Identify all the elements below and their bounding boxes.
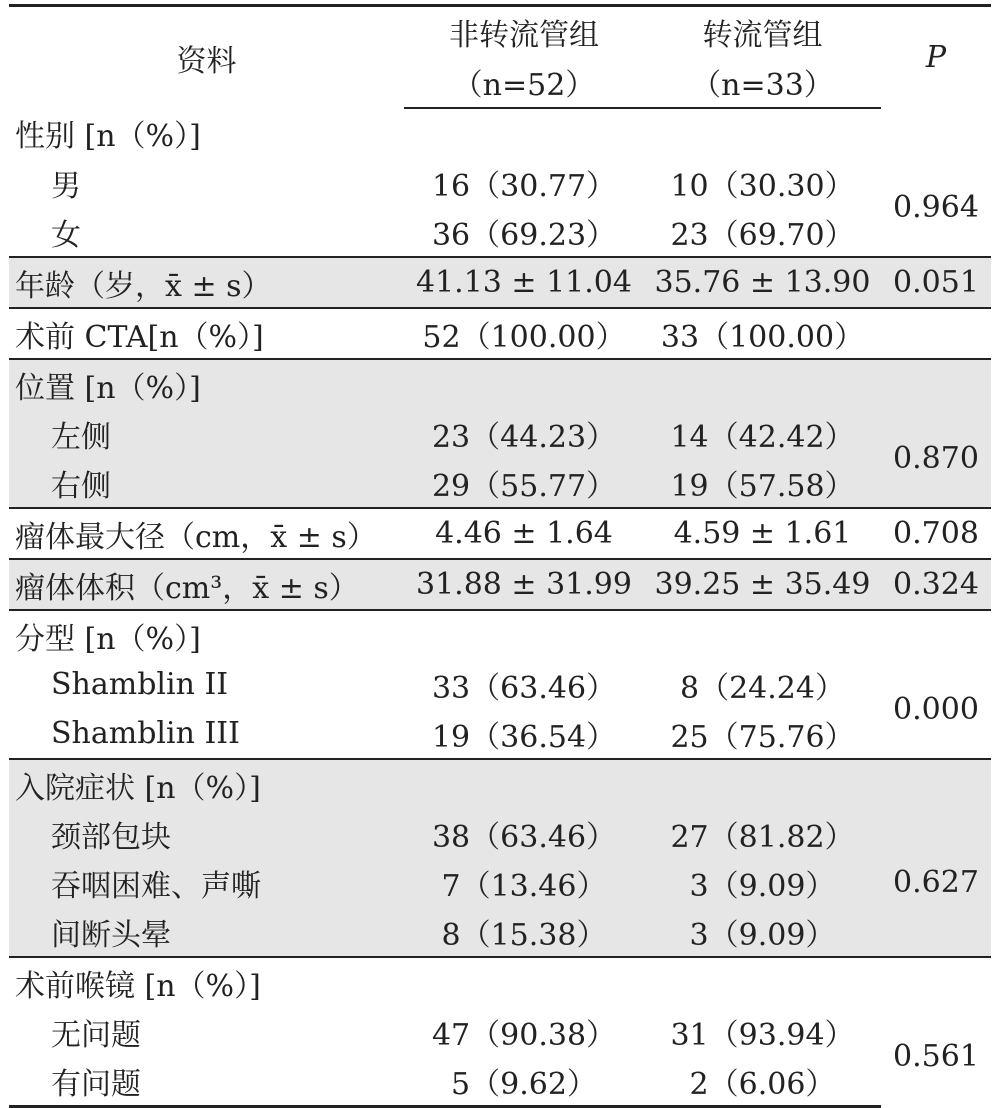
- baseline-characteristics-table: [9, 4, 991, 1108]
- non-shunt-value: [404, 610, 644, 660]
- shunt-value: 8（24.24）: [680, 670, 845, 706]
- table-row: [9, 1056, 991, 1107]
- table-row: [9, 108, 991, 158]
- group-label: 瘤体最大径（cm，x̄ ± s）: [9, 508, 404, 559]
- header-shunt-group: 转流管组: [644, 6, 881, 58]
- header-variable: 资料: [9, 6, 404, 109]
- p-value-spacer: [881, 359, 991, 409]
- header-non-shunt-group: 非转流管组: [404, 6, 644, 58]
- shunt-value: 4.59 ± 1.61: [644, 508, 881, 559]
- non-shunt-value: 52（100.00）: [404, 308, 644, 359]
- shunt-value: [644, 957, 881, 1007]
- sub-label: 有问题: [9, 1056, 404, 1107]
- table-row: [9, 809, 991, 858]
- shunt-value: [644, 610, 881, 660]
- non-shunt-value: 19（36.54）: [431, 719, 617, 755]
- sub-label: Shamblin III: [51, 716, 241, 751]
- sub-label: 吞咽困难、声嘶: [9, 858, 404, 907]
- table-row: [9, 207, 991, 257]
- table-row: [9, 409, 991, 458]
- table-row: [9, 1007, 991, 1056]
- p-value: 0.561: [881, 1007, 991, 1107]
- shunt-value: 27（81.82）: [644, 809, 881, 858]
- shunt-value: [644, 359, 881, 409]
- table-row: [9, 709, 991, 759]
- shunt-value: 33（100.00）: [644, 308, 881, 359]
- group-label: 位置 [n（%）]: [9, 359, 404, 409]
- group-label: 性别 [n（%）]: [15, 119, 201, 154]
- header-p-value: P: [881, 6, 991, 109]
- sub-label: 右侧: [9, 458, 404, 508]
- table-row: [9, 858, 991, 907]
- shunt-value: [644, 108, 881, 158]
- table-header: [9, 6, 991, 109]
- table-body: [9, 108, 991, 1107]
- shunt-value: 14（42.42）: [644, 409, 881, 458]
- header-shunt-n: （n=33）: [644, 57, 881, 108]
- sub-label: 男: [51, 168, 81, 204]
- table-row: [9, 508, 991, 559]
- p-value: 0.964: [881, 158, 991, 257]
- sub-label: 女: [51, 217, 81, 253]
- shunt-value: 35.76 ± 13.90: [644, 257, 881, 308]
- shunt-value: 39.25 ± 35.49: [644, 559, 881, 610]
- shunt-value: 3（9.09）: [644, 858, 881, 907]
- shunt-value: [644, 759, 881, 809]
- non-shunt-value: 47（90.38）: [431, 1017, 617, 1053]
- non-shunt-value: 4.46 ± 1.64: [404, 508, 644, 559]
- group-label: 瘤体体积（cm³，x̄ ± s）: [9, 559, 404, 610]
- sub-label: 无问题: [51, 1017, 141, 1053]
- table-row: [9, 907, 991, 957]
- shunt-value: 31（93.94）: [670, 1017, 855, 1053]
- p-value: 0.324: [881, 559, 991, 610]
- group-label: 术前喉镜 [n（%）]: [9, 957, 404, 1007]
- non-shunt-value: 36（69.23）: [431, 217, 617, 253]
- table-row: [9, 610, 991, 660]
- non-shunt-value: 29（55.77）: [404, 458, 644, 508]
- non-shunt-value: [404, 759, 644, 809]
- table-row: [9, 158, 991, 207]
- non-shunt-value: 7（13.46）: [404, 858, 644, 907]
- non-shunt-value: 38（63.46）: [404, 809, 644, 858]
- table-row: [9, 957, 991, 1007]
- non-shunt-value: 16（30.77）: [431, 168, 617, 204]
- non-shunt-value: 8（15.38）: [404, 907, 644, 957]
- shunt-value: 2（6.06）: [644, 1056, 881, 1107]
- p-value-spacer: [881, 957, 991, 1007]
- table-row: [9, 559, 991, 610]
- shunt-value: 19（57.58）: [644, 458, 881, 508]
- p-value: 0.627: [881, 809, 991, 957]
- sub-label: 颈部包块: [9, 809, 404, 858]
- p-value: 0.000: [881, 660, 991, 759]
- sub-label: 间断头晕: [9, 907, 404, 957]
- table-row: [9, 308, 991, 359]
- table-row: [9, 759, 991, 809]
- p-value-spacer: [881, 108, 991, 158]
- p-value: 0.870: [881, 409, 991, 508]
- non-shunt-value: 41.13 ± 11.04: [404, 257, 644, 308]
- shunt-value: 10（30.30）: [670, 168, 855, 204]
- table-row: [9, 359, 991, 409]
- table-row: [9, 257, 991, 308]
- group-label: 术前 CTA[n（%）]: [9, 308, 404, 359]
- group-label: 分型 [n（%）]: [9, 610, 404, 660]
- non-shunt-value: 23（44.23）: [404, 409, 644, 458]
- p-value: [881, 308, 991, 359]
- sub-label: Shamblin II: [51, 667, 229, 702]
- non-shunt-value: 31.88 ± 31.99: [404, 559, 644, 610]
- table-row: [9, 458, 991, 508]
- p-value-spacer: [881, 610, 991, 660]
- sub-label: 左侧: [9, 409, 404, 458]
- shunt-value: 25（75.76）: [670, 719, 855, 755]
- non-shunt-value: [404, 359, 644, 409]
- group-label: 年龄（岁，x̄ ± s）: [9, 257, 404, 308]
- non-shunt-value: [404, 957, 644, 1007]
- non-shunt-value: 5（9.62）: [404, 1056, 644, 1107]
- shunt-value: 23（69.70）: [670, 217, 855, 253]
- non-shunt-value: [404, 108, 644, 158]
- shunt-value: 3（9.09）: [644, 907, 881, 957]
- table-row: [9, 660, 991, 709]
- group-label: 入院症状 [n（%）]: [9, 759, 404, 809]
- non-shunt-value: 33（63.46）: [431, 670, 617, 706]
- p-value-spacer: [881, 759, 991, 809]
- header-non-shunt-n: （n=52）: [404, 57, 644, 108]
- p-value: 0.708: [881, 508, 991, 559]
- p-value: 0.051: [881, 257, 991, 308]
